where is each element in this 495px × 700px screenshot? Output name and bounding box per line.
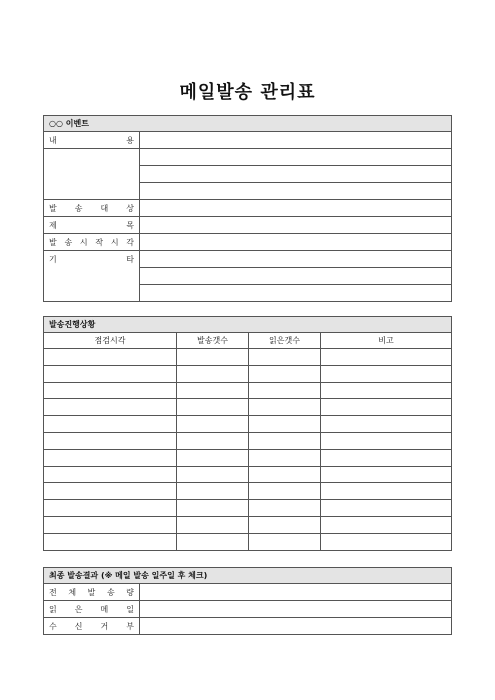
table-cell[interactable]: [249, 500, 321, 517]
table-row: [44, 516, 452, 533]
table-cell[interactable]: [177, 500, 249, 517]
label-cell-empty: [44, 166, 140, 183]
table-row: [44, 432, 452, 449]
table-cell[interactable]: [44, 365, 177, 382]
content-field[interactable]: [140, 183, 452, 200]
total-sent-field[interactable]: [140, 584, 452, 601]
table-cell[interactable]: [44, 382, 177, 399]
table-cell[interactable]: [321, 365, 452, 382]
label-content-text: [49, 135, 134, 146]
table-cell[interactable]: [44, 432, 177, 449]
table-row: [44, 382, 452, 399]
table-cell[interactable]: [44, 349, 177, 366]
label-char: 타: [126, 254, 134, 264]
target-field[interactable]: [140, 200, 452, 217]
event-section-heading: ○○ 이벤트: [44, 116, 452, 132]
start-time-field[interactable]: [140, 234, 452, 251]
label-read-mail-text: [49, 604, 134, 615]
progress-rows: [44, 349, 452, 551]
table-cell[interactable]: [321, 399, 452, 416]
label-char: 수: [49, 621, 57, 631]
table-cell[interactable]: [249, 399, 321, 416]
table-cell[interactable]: [321, 466, 452, 483]
table-cell[interactable]: [177, 382, 249, 399]
etc-field[interactable]: [140, 285, 452, 302]
etc-field[interactable]: [140, 251, 452, 268]
label-char: 시: [110, 237, 119, 247]
table-cell[interactable]: [177, 365, 249, 382]
table-cell[interactable]: [321, 349, 452, 366]
table-cell[interactable]: [321, 500, 452, 517]
label-char: 기: [49, 254, 57, 264]
label-char: 발: [49, 203, 57, 213]
table-cell[interactable]: [321, 432, 452, 449]
label-char: 체: [68, 587, 77, 597]
label-char: 발: [49, 237, 57, 247]
label-char: 대: [100, 203, 109, 213]
progress-table: [43, 316, 452, 551]
progress-section-heading: 발송진행상황: [44, 317, 452, 333]
label-char: 송: [64, 237, 73, 247]
content-field[interactable]: [140, 149, 452, 166]
table-cell[interactable]: [249, 483, 321, 500]
column-header-remarks: 비고: [321, 333, 452, 349]
table-cell[interactable]: [321, 533, 452, 550]
table-cell[interactable]: [177, 349, 249, 366]
table-cell[interactable]: [321, 483, 452, 500]
subject-field[interactable]: [140, 217, 452, 234]
label-unsubscribe-text: [49, 621, 134, 632]
label-read-mail: [44, 601, 140, 618]
label-char: 일: [126, 604, 134, 614]
table-cell[interactable]: [249, 365, 321, 382]
label-char: 용: [126, 135, 134, 145]
table-cell[interactable]: [44, 399, 177, 416]
table-cell[interactable]: [249, 533, 321, 550]
label-char: 목: [126, 220, 134, 230]
table-cell[interactable]: [44, 416, 177, 433]
label-char: 작: [95, 237, 104, 247]
table-cell[interactable]: [249, 449, 321, 466]
label-char: 메: [100, 604, 109, 614]
table-cell[interactable]: [177, 416, 249, 433]
table-cell[interactable]: [249, 416, 321, 433]
table-row: [44, 416, 452, 433]
table-cell[interactable]: [177, 399, 249, 416]
table-row: [44, 349, 452, 366]
label-unsubscribe: [44, 618, 140, 635]
table-cell[interactable]: [249, 382, 321, 399]
table-cell[interactable]: [44, 516, 177, 533]
label-target-text: [49, 203, 134, 214]
label-char: 송: [106, 587, 115, 597]
label-char: 전: [49, 587, 57, 597]
table-cell[interactable]: [44, 449, 177, 466]
unsubscribe-field[interactable]: [140, 618, 452, 635]
label-char: 신: [74, 621, 83, 631]
table-cell[interactable]: [177, 533, 249, 550]
table-cell[interactable]: [44, 500, 177, 517]
label-target: [44, 200, 140, 217]
table-cell[interactable]: [177, 483, 249, 500]
content-field[interactable]: [140, 166, 452, 183]
table-cell[interactable]: [321, 416, 452, 433]
table-cell[interactable]: [249, 516, 321, 533]
label-char: 거: [100, 621, 109, 631]
table-cell[interactable]: [44, 533, 177, 550]
page-title: 메일발송 관리표: [179, 82, 316, 103]
result-section-heading: 최종 발송결과 (※ 메일 발송 일주일 후 체크): [44, 568, 452, 584]
table-row: [44, 533, 452, 550]
label-char: 내: [49, 135, 57, 145]
label-etc-text: [49, 254, 134, 265]
label-subject-text: [49, 220, 134, 231]
label-char: 은: [74, 604, 83, 614]
content-field[interactable]: [140, 132, 452, 149]
event-table: [43, 115, 452, 302]
column-header-check-time: 점검시각: [44, 333, 177, 349]
label-char: 발: [87, 587, 96, 597]
label-char: 부: [126, 621, 134, 631]
label-cell-empty: [44, 183, 140, 200]
label-char: 시: [79, 237, 88, 247]
label-subject: [44, 217, 140, 234]
table-cell[interactable]: [177, 449, 249, 466]
label-total-sent: [44, 584, 140, 601]
label-cell-empty: [44, 285, 140, 302]
table-cell[interactable]: [249, 349, 321, 366]
table-cell[interactable]: [321, 449, 452, 466]
read-mail-field[interactable]: [140, 601, 452, 618]
label-start-time: [44, 234, 140, 251]
table-cell[interactable]: [177, 432, 249, 449]
label-start-time-text: [49, 237, 134, 248]
table-row: [44, 399, 452, 416]
table-cell[interactable]: [44, 483, 177, 500]
label-content: [44, 132, 140, 149]
label-char: 량: [126, 587, 134, 597]
column-header-read-count: 읽은갯수: [249, 333, 321, 349]
table-cell[interactable]: [321, 382, 452, 399]
label-total-sent-text: [49, 587, 134, 598]
column-header-sent-count: 발송갯수: [177, 333, 249, 349]
table-row: [44, 466, 452, 483]
label-char: 송: [74, 203, 83, 213]
label-cell-empty: [44, 268, 140, 285]
etc-field[interactable]: [140, 268, 452, 285]
label-etc: [44, 251, 140, 268]
table-row: [44, 500, 452, 517]
table-cell[interactable]: [177, 466, 249, 483]
label-char: 읽: [49, 604, 57, 614]
table-cell[interactable]: [177, 516, 249, 533]
label-char: 제: [49, 220, 57, 230]
table-cell[interactable]: [249, 466, 321, 483]
table-cell[interactable]: [321, 516, 452, 533]
table-cell[interactable]: [249, 432, 321, 449]
table-cell[interactable]: [44, 466, 177, 483]
label-char: 상: [126, 203, 134, 213]
label-cell-empty: [44, 149, 140, 166]
result-table: [43, 567, 452, 635]
table-row: [44, 365, 452, 382]
label-char: 각: [126, 237, 134, 247]
table-row: [44, 449, 452, 466]
table-row: [44, 483, 452, 500]
